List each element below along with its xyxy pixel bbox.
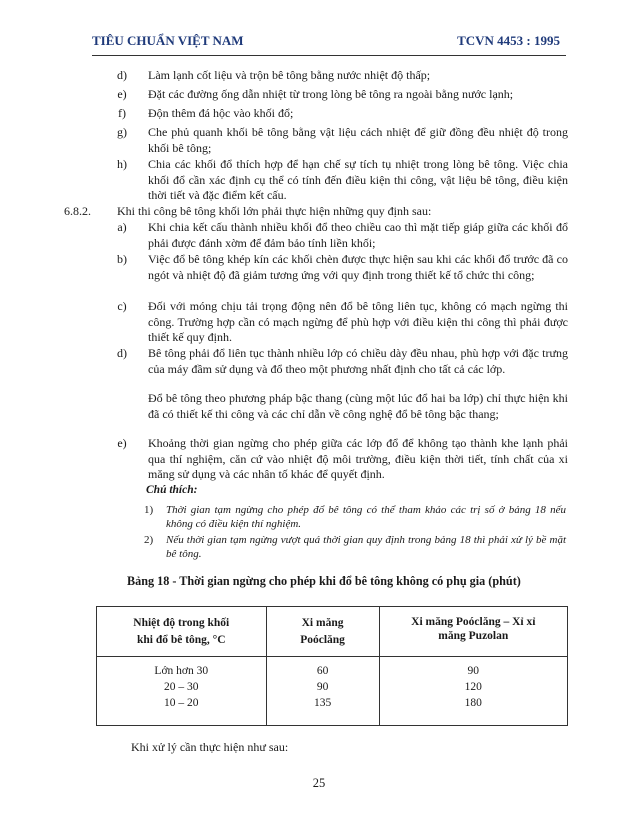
header-line: măng Puzolan [438,630,509,642]
list-item-text: Chia các khối đổ thích hợp để hạn chế sự tích tụ nhiệt trong lòng bê tông. Việc chia khối đổ cần xác định cụ thể có tính đến điều kiện thi công, vật liệu bê tông, điều kiện thời tiết và đặc điểm kết cấu. [148,157,568,202]
list-item-label: d) [117,346,127,360]
waiting-time-table [96,606,568,726]
table-header-row [97,607,568,657]
table-caption: Bảng 18 - Thời gian ngừng cho phép khi đổ bê tông không có phụ gia (phút) [127,574,521,588]
list-item-label: h) [117,157,127,171]
list-item-text: Bê tông phải đổ liên tục thành nhiều lớp có chiều dày đều nhau, phù hợp với đặc trưng của máy đầm sử dụng và đổ theo một phương nhất định cho tất cả các lớp. [148,346,568,376]
cell-value: 90 [316,681,329,693]
list-item-label: f) [118,106,126,120]
list-item-text: Khi chia kết cấu thành nhiều khối đổ theo chiều cao thì mặt tiếp giáp giữa các khối đổ phải được đánh xờm để đảm bảo tính liền khối; [148,220,568,250]
header-line: Nhiệt độ trong khối [133,617,230,629]
list-item-label: b) [117,252,127,266]
cell-value: Lớn hơn 30 [154,665,209,677]
list-item-text: Đặt các đường ống dẫn nhiệt từ trong lòng bê tông ra ngoài bằng nước lạnh; [148,87,514,101]
section-text: Khi thi công bê tông khối lớn phải thực hiện những quy định sau: [117,204,432,218]
closing-text: Khi xử lý cần thực hiện như sau: [131,740,289,754]
cell-value: 180 [464,697,482,709]
list-item-label: e) [117,87,127,101]
header-line: Poóclăng [300,634,345,646]
list-item-text: Che phủ quanh khối bê tông bằng vật liệu cách nhiệt để giữ đồng đều nhiệt độ trong khối bê tông; [148,125,568,155]
section-number: 6.8.2. [64,204,91,218]
header-line [97,632,266,649]
cell-value: 90 [467,665,480,677]
notes-heading: Chú thích: [146,484,198,496]
table-cell [379,657,567,726]
note-text: Thời gian tạm ngừng cho phép đổ bê tông có thể tham khảo các trị số ở bảng 18 nếu không có điều kiện thí nghiệm. [166,504,566,530]
table-cell [266,657,379,726]
cell-value: 20 – 30 [164,681,199,693]
list-item-text: Độn thêm đá hộc vào khối đổ; [148,106,294,120]
list-item-text: Đối với móng chịu tải trọng động nên đổ bê tông liên tục, không có mạch ngừng thi công. Trường hợp cần có mạch ngừng để phù hợp với điều kiện thi công thì phải được thiết kế quy định. [148,299,568,344]
page-number: 25 [312,776,326,790]
page-header [92,33,560,55]
list-item-text: Làm lạnh cốt liệu và trộn bê tông bằng nước nhiệt độ thấp; [148,68,431,82]
list-item-label: a) [117,220,127,234]
header-line-part: khi đổ bê tông, °C [136,634,226,646]
list-item-text: Việc đổ bê tông khép kín các khối chèn được thực hiện sau khi các khối đổ trước đã co ngót và nhiệt độ đã giảm tương ứng với quy định trong thiết kế tổ chức thi công; [148,252,568,282]
table-header-cell [266,607,379,657]
cell-value: 135 [313,697,332,709]
header-divider [92,55,566,56]
header-standard-title: TIÊU CHUẨN VIỆT NAM [92,33,244,48]
note-text: Nếu thời gian tạm ngừng vượt quá thời gian quy định trong bảng 18 thì phải xử lý bề mặt bê tông. [166,534,566,560]
table-row [97,657,568,726]
note-label: 2) [144,534,154,546]
table-header-cell [97,607,267,657]
cell-value: 120 [464,681,482,693]
header-line: Xi măng Poóclăng – Xỉ xỉ [411,616,536,628]
cell-value: 10 – 20 [164,697,199,709]
header-line: Xi măng [301,617,344,629]
table-header-cell [379,607,567,657]
header-standard-code: TCVN 4453 : 1995 [457,33,560,48]
list-item-label: e) [117,436,127,450]
table-cell [97,657,267,726]
cell-value: 60 [316,665,329,677]
note-label: 1) [144,504,154,516]
list-item-label: d) [117,68,127,82]
list-item-label: c) [117,299,127,313]
list-item-extra-text: Đổ bê tông theo phương pháp bậc thang (cùng một lúc đổ hai ba lớp) chỉ thực hiện khi đã có thiết kế thi công và các chỉ dẫn về công nghệ đổ bê tông bậc thang; [148,391,568,421]
list-item-text: Khoảng thời gian ngừng cho phép giữa các lớp đổ để không tạo thành khe lạnh phải qua thí nghiệm, căn cứ vào nhiệt độ môi trường, điều kiện thời tiết, tính chất của xi măng sử dụng và các nhân tố khác để quyết định. [148,436,568,481]
list-item-label: g) [117,125,127,139]
